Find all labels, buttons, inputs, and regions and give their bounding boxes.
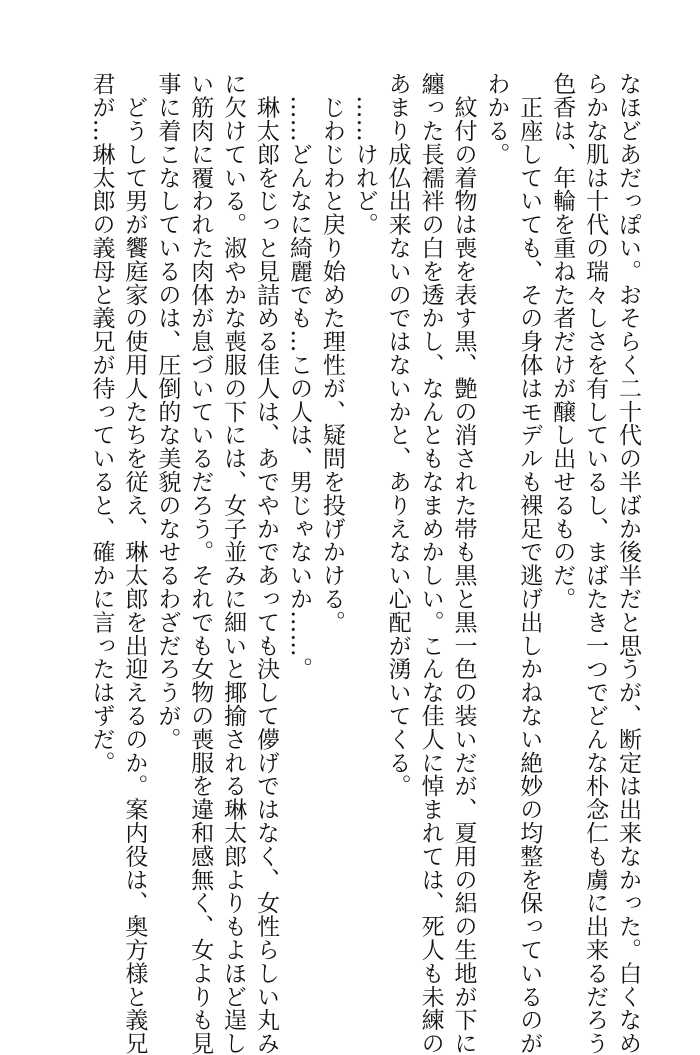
text-line: 紋付の着物は喪を表す黒、艶の消された帯も黒と黒一色の装いだが、夏用の絽の生地が下に (450, 72, 477, 1055)
text-line: どうして男が饗庭家の使用人たちを従え、琳太郎を出迎えるのか。案内役は、奥方様と義兄 (121, 72, 148, 1055)
vertical-text-block (85, 72, 644, 1055)
text-line: ……けれど。 (351, 72, 378, 236)
text-line: 正座していても、その身体はモデルも裸足で逃げ出しかねない絶妙の均整を保っているのが (516, 72, 543, 1055)
text-line: 君が…琳太郎の義母と義兄が待っていると、確かに言ったはずだ。 (88, 72, 115, 774)
text-line: あまり成仏出来ないのではないかと、ありえない心配が湧いてくる。 (384, 72, 411, 798)
text-line: 事に着こなしているのは、圧倒的な美貌のなせるわざだろうが。 (154, 72, 181, 751)
text-line: らかな肌は十代の瑞々しさを有しているし、まばたき一つでどんな朴念仁も虜に出来るだろう (582, 72, 609, 1055)
text-line: い筋肉に覆われた肉体が息づいているだろう。それでも女物の喪服を違和感無く、女よりも見 (187, 72, 214, 1055)
text-line: わかる。 (483, 72, 510, 166)
text-line: じわじわと戻り始めた理性が、疑問を投げかける。 (318, 72, 345, 634)
text-line: 色香は、年輪を重ねた者だけが醸し出せるものだ。 (549, 72, 576, 611)
text-line: ……どんなに綺麗でも…この人は、男じゃないか……。 (285, 72, 312, 681)
text-line: 琳太郎をじっと見詰める佳人は、あでやかであっても決して儚げではなく、女性らしい丸み (253, 72, 280, 1055)
text-line: なほどあだっぽい。おそらく二十代の半ばか後半だと思うが、断定は出来なかった。白くなめ (615, 72, 641, 1055)
text-line: に欠けている。淑やかな喪服の下には、女子並みに細いと揶揄される琳太郎よりもよほど逞し (220, 72, 247, 1055)
text-line: 纏った長襦袢の白を透かし、なんともなまめかしい。こんな佳人に悼まれては、死人も未練の (417, 72, 444, 1055)
